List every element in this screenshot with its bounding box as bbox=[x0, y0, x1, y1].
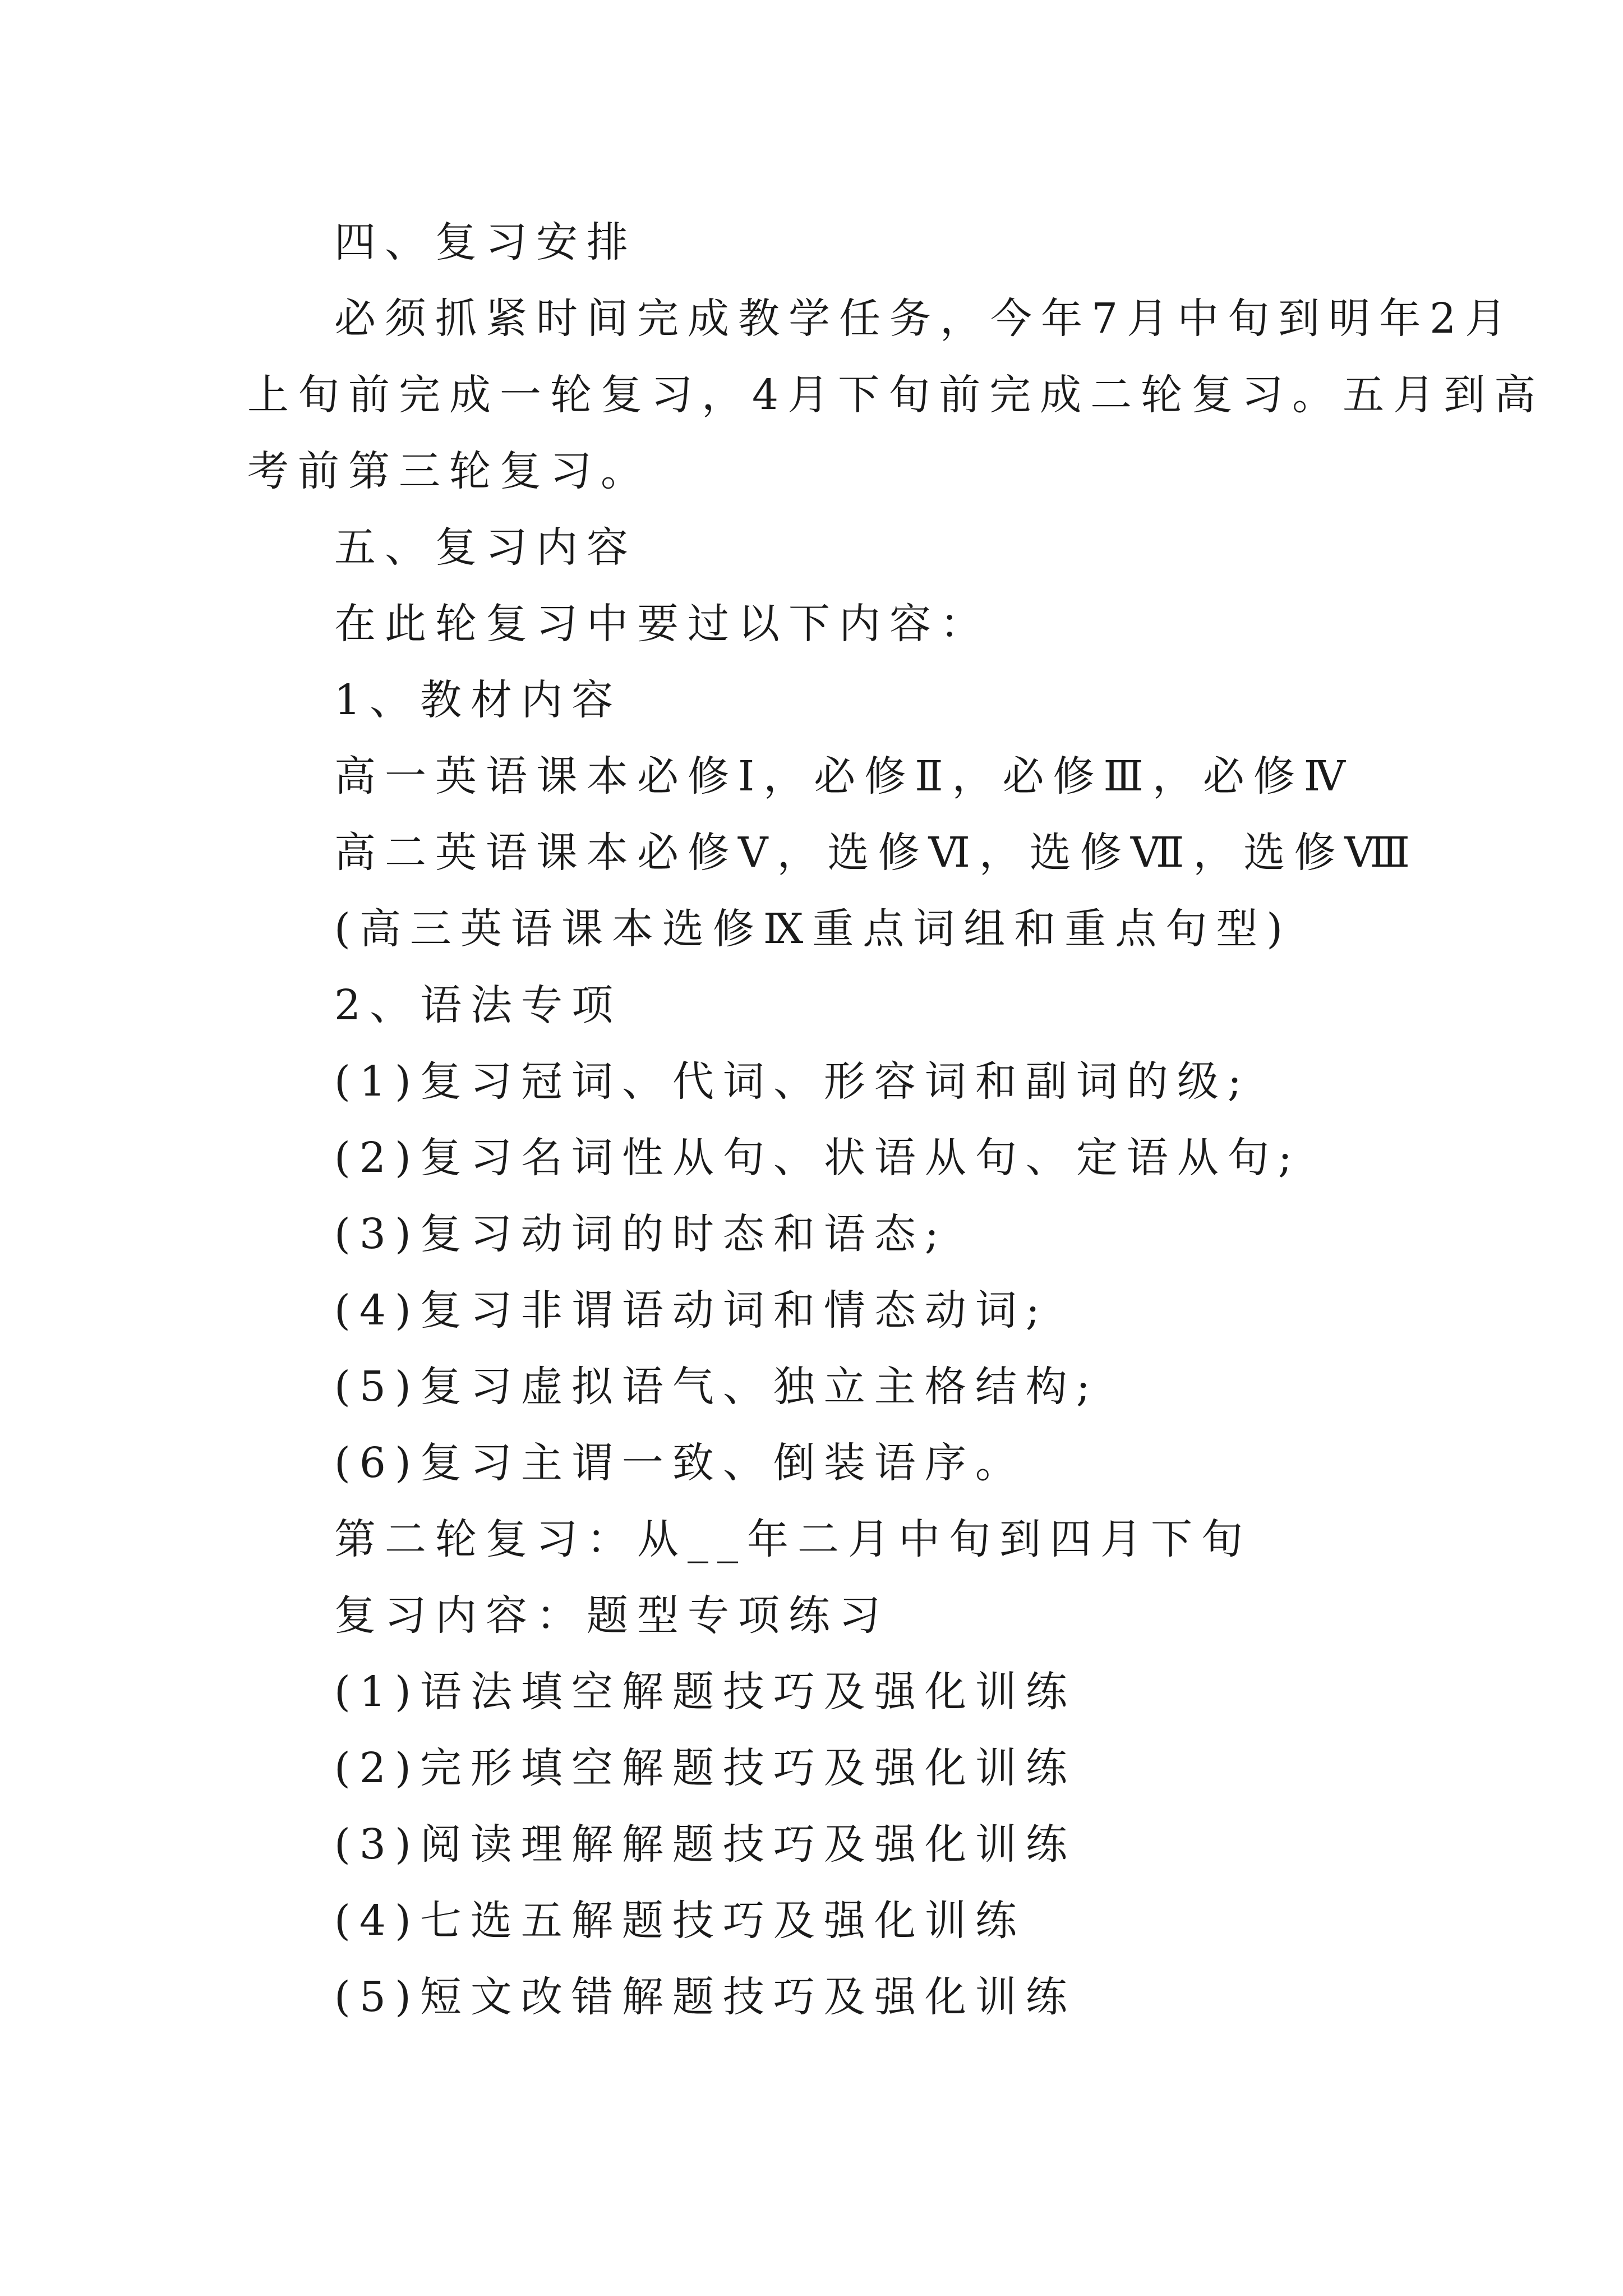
list-item: (5)复习虚拟语气、独立主格结构; bbox=[334, 1363, 1099, 1411]
list-item: (1)语法填空解题技巧及强化训练 bbox=[334, 1668, 1076, 1716]
list-item: (6)复习主谓一致、倒装语序。 bbox=[334, 1439, 1026, 1487]
section-heading-review-content: 五、复习内容 bbox=[334, 523, 637, 572]
paragraph-line: 高二英语课本必修Ⅴ，选修Ⅵ，选修Ⅶ，选修Ⅷ bbox=[334, 829, 1419, 877]
list-item: (1)复习冠词、代词、形容词和副词的级; bbox=[334, 1057, 1251, 1106]
paragraph-line: (高三英语课本选修Ⅸ重点词组和重点句型) bbox=[334, 905, 1292, 953]
list-item: (4)复习非谓语动词和情态动词; bbox=[334, 1286, 1049, 1335]
paragraph-line: 高一英语课本必修Ⅰ，必修Ⅱ，必修Ⅲ，必修Ⅳ bbox=[334, 752, 1354, 800]
list-item: (3)阅读理解解题技巧及强化训练 bbox=[334, 1820, 1076, 1869]
list-item: (2)完形填空解题技巧及强化训练 bbox=[334, 1744, 1076, 1792]
paragraph-line: 必须抓紧时间完成教学任务，今年7月中旬到明年2月 bbox=[334, 295, 1516, 343]
list-item: (5)短文改错解题技巧及强化训练 bbox=[334, 1973, 1076, 2021]
paragraph-line: 复习内容：题型专项练习 bbox=[334, 1591, 889, 1640]
section-heading-review-schedule: 四、复习安排 bbox=[334, 218, 637, 266]
list-item: (3)复习动词的时态和语态; bbox=[334, 1210, 948, 1258]
paragraph-line: 在此轮复习中要过以下内容： bbox=[334, 600, 990, 648]
subheading-grammar-topics: 2、语法专项 bbox=[334, 981, 623, 1029]
paragraph-line: 考前第三轮复习。 bbox=[247, 447, 651, 495]
list-item: (4)七选五解题技巧及强化训练 bbox=[334, 1897, 1026, 1945]
paragraph-line: 第二轮复习：从__年二月中旬到四月下旬 bbox=[334, 1515, 1252, 1563]
list-item: (2)复习名词性从句、状语从句、定语从句; bbox=[334, 1134, 1301, 1182]
subheading-textbook-content: 1、教材内容 bbox=[334, 676, 623, 724]
paragraph-line: 上旬前完成一轮复习，4月下旬前完成二轮复习。五月到高 bbox=[247, 371, 1545, 419]
